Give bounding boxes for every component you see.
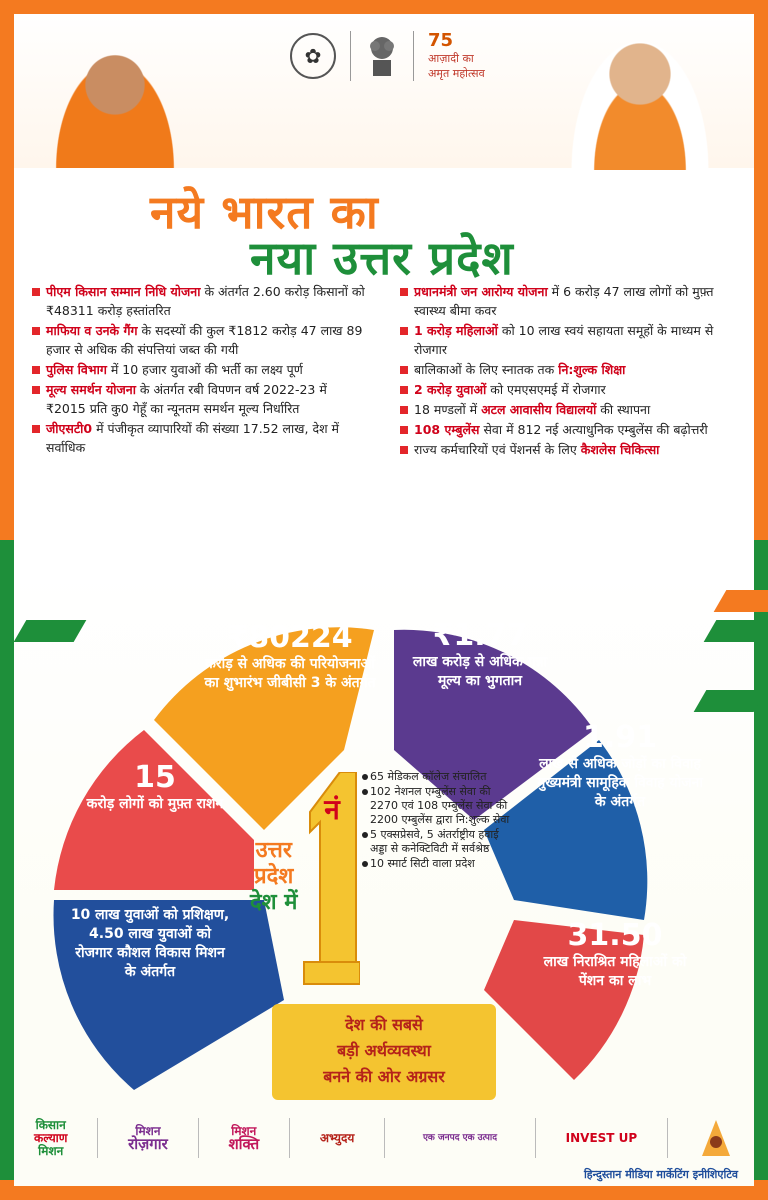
azadi-line2: अमृत महोत्सव bbox=[428, 67, 485, 80]
list-item: पुलिस विभाग में 10 हजार युवाओं की भर्ती का लक्ष्य पूर्ण bbox=[30, 360, 370, 379]
list-item: 5 एक्सप्रेसवे, 5 अंतर्राष्ट्रीय हवाई अड्डा से कनेक्टिविटी में सर्वश्रेष्ठ bbox=[360, 828, 510, 856]
segment-marriage-value: 1.91 bbox=[582, 720, 658, 755]
header-divider bbox=[350, 31, 351, 81]
abhyuday-logo: अभ्युदय bbox=[319, 1130, 355, 1145]
segment-marriage-text bbox=[530, 720, 710, 812]
up-line3: देश में bbox=[250, 890, 298, 915]
segment-skills-label: 10 लाख युवाओं को प्रशिक्षण, 4.50 लाख युवाओं को रोजगार कौशल विकास मिशन के अंतर्गत bbox=[70, 907, 230, 980]
segment-marriage-label: लाख से अधिक जोड़ों का विवाह मुख्यमंत्री सामूहिक विवाह योजना के अंतर्गत bbox=[536, 756, 704, 810]
footer-credit: हिन्दुस्तान मीडिया मार्केटिंग इनीशिएटिव bbox=[583, 1168, 738, 1181]
segment-projects-label: करोड़ से अधिक की परियोजनाओं का शुभारंभ जीबीसी 3 के अंतर्गत bbox=[204, 656, 376, 691]
odop-logo: एक जनपद एक उत्पाद bbox=[422, 1132, 497, 1143]
callout-line3: बनने की ओर अग्रसर bbox=[323, 1067, 445, 1086]
segment-ration-value: 15 bbox=[134, 760, 176, 795]
segment-pension-text bbox=[540, 918, 690, 991]
up-line2: प्रदेश bbox=[254, 864, 294, 889]
segment-sugarcane-text bbox=[405, 618, 555, 691]
azadi-line1: आज़ादी का bbox=[428, 52, 474, 65]
azadi-logo bbox=[428, 30, 485, 81]
left-portrait bbox=[40, 34, 190, 168]
title-line2: नया उत्तर प्रदेश bbox=[250, 231, 514, 285]
emblem-icon bbox=[700, 1118, 732, 1158]
list-item: 65 मेडिकल कॉलेज संचालित bbox=[360, 770, 510, 784]
list-item: माफिया व उनके गैंग के सदस्यों की कुल ₹1812 करोड़ 47 लाख 89 हजार से अधिक की संपत्तियां जब्त की गयी bbox=[30, 321, 370, 359]
list-item: 10 स्मार्ट सिटी वाला प्रदेश bbox=[360, 857, 510, 871]
azadi-number: 75 bbox=[428, 30, 454, 51]
logo-divider bbox=[198, 1118, 199, 1158]
title-line1: नये भारत का bbox=[150, 185, 379, 239]
kisan-kalyan-logo: किसान कल्याण मिशन bbox=[34, 1117, 68, 1158]
segment-ration-text bbox=[80, 760, 230, 814]
mission-rojgar-logo: मिशन रोज़गार bbox=[128, 1123, 168, 1153]
list-item: 1 करोड़ महिलाओं को 10 लाख स्वयं सहायता समूहों के माध्यम से रोजगार bbox=[398, 321, 738, 359]
segment-projects-value: ₹80224 bbox=[227, 620, 353, 655]
logo-divider bbox=[97, 1118, 98, 1158]
header-emblems bbox=[290, 30, 485, 81]
list-item: 2 करोड़ युवाओं को एमएसएमई में रोजगार bbox=[398, 380, 738, 399]
list-item: पीएम किसान सम्मान निधि योजना के अंतर्गत 2.60 करोड़ किसानों को ₹48311 करोड़ हस्तांतरित bbox=[30, 282, 370, 320]
right-portrait bbox=[560, 20, 720, 170]
list-item: मूल्य समर्थन योजना के अंतर्गत रबी विपणन वर्ष 2022-23 में ₹2015 प्रति कु0 गेहूँ का न्यूनतम समर्थन मूल्य निर्धारित bbox=[30, 380, 370, 418]
segment-pension-label: लाख निराश्रित महिलाओं को पेंशन का लाभ bbox=[543, 954, 687, 989]
list-item: प्रधानमंत्री जन आरोग्य योजना में 6 करोड़ 47 लाख लोगों को मुफ़्त स्वास्थ्य बीमा कवर bbox=[398, 282, 738, 320]
list-item: बालिकाओं के लिए स्नातक तक नि:शुल्क शिक्षा bbox=[398, 360, 738, 379]
logo-divider bbox=[535, 1118, 536, 1158]
left-bullet-list bbox=[30, 282, 370, 458]
callout-line1: देश की सबसे bbox=[345, 1015, 423, 1034]
right-bullet-list bbox=[398, 282, 738, 460]
segment-projects-text bbox=[200, 620, 380, 693]
center-list bbox=[360, 770, 510, 872]
invest-up-logo: INVEST UP bbox=[565, 1130, 638, 1145]
segment-pension-value: 31.50 bbox=[567, 918, 663, 953]
list-item: 102 नेशनल एम्बुलेंस सेवा की 2270 एवं 108 एम्बुलेंस सेवा की 2200 एम्बुलेंस द्वारा नि:शुल्क सेवा bbox=[360, 785, 510, 827]
list-item: राज्य कर्मचारियों एवं पेंशनर्स के लिए कैशलेस चिकित्सा bbox=[398, 440, 738, 459]
logo-divider bbox=[289, 1118, 290, 1158]
national-emblem-icon bbox=[365, 32, 399, 80]
mission-shakti-logo: मिशन शक्ति bbox=[228, 1123, 260, 1153]
scheme-emblem-icon bbox=[692, 1114, 740, 1162]
segment-sugarcane-label: लाख करोड़ से अधिक गन्ना मूल्य का भुगतान bbox=[412, 654, 548, 689]
up-caption bbox=[250, 838, 297, 916]
logo-divider bbox=[384, 1118, 385, 1158]
segment-ration-label: करोड़ लोगों को मुफ़्त राशन bbox=[86, 796, 224, 812]
number-one-label: नं bbox=[324, 793, 340, 826]
list-item: 108 एम्बुलेंस सेवा में 812 नई अत्याधुनिक एम्बुलेंस की बढ़ोत्तरी bbox=[398, 420, 738, 439]
segment-skills-text bbox=[70, 906, 230, 982]
economy-callout bbox=[272, 1004, 496, 1100]
up-seal-icon: ✿ bbox=[290, 33, 336, 79]
up-line1: उत्तर bbox=[255, 838, 292, 863]
scheme-logos bbox=[14, 1108, 754, 1168]
list-item: 18 मण्डलों में अटल आवासीय विद्यालयों की स्थापना bbox=[398, 400, 738, 419]
callout-line2: बड़ी अर्थव्यवस्था bbox=[337, 1041, 431, 1060]
logo-divider bbox=[667, 1118, 668, 1158]
header-divider bbox=[413, 31, 414, 81]
list-item: जीएसटी0 में पंजीकृत व्यापारियों की संख्या 17.52 लाख, देश में सर्वाधिक bbox=[30, 419, 370, 457]
segment-sugarcane-value: ₹1.77 bbox=[432, 618, 528, 653]
